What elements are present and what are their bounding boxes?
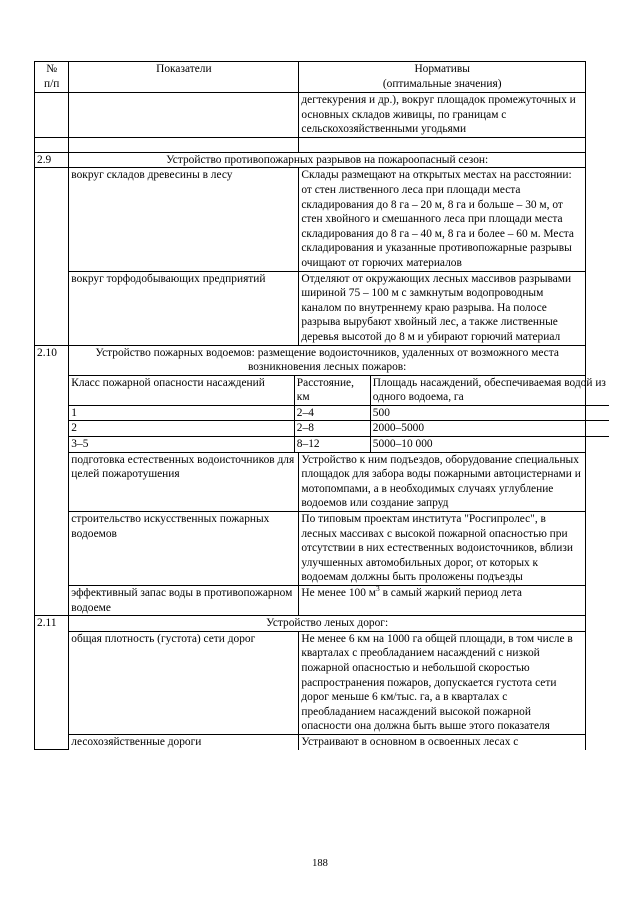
- section-row-2-10: [35, 345, 586, 375]
- table-gap-row: [35, 137, 586, 152]
- table-row: [35, 168, 586, 271]
- subtable-row: 2 2–8 2000–5000: [69, 421, 609, 437]
- subtable-row: [35, 375, 586, 452]
- subtable-row: 3–5 8–12 5000–10 000: [69, 437, 609, 452]
- row-text: Не менее 6 км на 1000 га общей площади, в том числе в кварталах с преобладанием насаждений с низкой пожарной опасностью и небольшой скоростью распространения пожаров, допускается густота сети дорог меньше 6 км/тыс. га, а в кварталах с преобладанием насаждений высокой пожарной опасности она должна быть выше этого показателя: [299, 631, 586, 734]
- row-label: подготовка естественных водоисточников для целей пожаротушения: [69, 452, 299, 511]
- row-label: эффективный запас воды в противопожарном водоеме: [69, 586, 299, 616]
- subtable-row: 1 2–4 500: [69, 405, 609, 421]
- continued-text: дегтекурения и др.), вокруг площадок промежуточных и основных складов живицы, по границам с сельскохозяйственными угодьями: [299, 93, 586, 138]
- row-text: Отделяют от окружающих лесных массивов разрывами шириной 75 – 100 м с замкнутым водопроводным каналом по внутреннему краю разрыва. На полосе разрыва вырубают хвойный лес, а также лиственные деревья высотой до 8 м и убирают горючий материал: [299, 271, 586, 345]
- table-row-continued: [35, 93, 586, 138]
- table-row: [35, 734, 586, 749]
- subheader-class: Класс пожарной опасности насаждений: [69, 376, 294, 406]
- header-norms: Нормативы (оптимальные значения): [299, 62, 586, 93]
- table-row: [35, 452, 586, 511]
- row-label: вокруг складов древесины в лесу: [69, 168, 299, 271]
- section-row-2-9: [35, 152, 586, 168]
- row-label: общая плотность (густота) сети дорог: [69, 631, 299, 734]
- section-num: 2.11: [35, 616, 69, 750]
- water-distance-subtable: [69, 376, 609, 452]
- row-label: строительство искусственных пожарных водоемов: [69, 512, 299, 586]
- table-row: [35, 631, 586, 734]
- row-text: По типовым проектам института "Росгипролес", в лесных массивах с высокой пожарной опасностью при отсутствии в них естественных водоисточников, вблизи улучшенных автомобильных дорог, от которых к водоемам должны быть проложены подъезды: [299, 512, 586, 586]
- section-title: Устройство пожарных водоемов: размещение водоисточников, удаленных от возможного места возникновения лесных пожаров:: [69, 345, 586, 375]
- subheader-area: Площадь насаждений, обеспечиваемая водой из одного водоема, га: [370, 376, 609, 406]
- table-row: [35, 586, 586, 616]
- subheader-distance: Расстояние, км: [294, 376, 370, 406]
- row-text: Не менее 100 $м^3$ в самый жаркий период лета: [299, 586, 586, 616]
- section-title: Устройство противопожарных разрывов на пожароопасный сезон:: [69, 152, 586, 168]
- page-number: 188: [312, 858, 328, 869]
- row-text: Склады размещают на открытых местах на расстоянии: от стен лиственного леса при площади места складирования до 8 га – 20 м, 8 га и больше – 30 м, от стен хвойного и смешанного леса при площади места складирования до 8 га – 40 м, 8 га и более – 60 м. Места складирования и указанные противопожарные разрывы очищают от горючих материалов: [299, 168, 586, 271]
- subtable-header: [69, 376, 609, 406]
- section-num: 2.9: [35, 152, 69, 168]
- table-row: [35, 512, 586, 586]
- section-row-2-11: [35, 616, 586, 632]
- row-text: Устраивают в основном в освоенных лесах с: [299, 734, 586, 749]
- table-row: [35, 271, 586, 345]
- row-label: лесохозяйственные дороги: [69, 734, 299, 749]
- section-title: Устройство леных дорог:: [69, 616, 586, 632]
- header-indicators: Показатели: [69, 62, 299, 93]
- header-num: № п/п: [35, 62, 69, 93]
- norms-table: [34, 61, 606, 750]
- table-header-row: [35, 62, 586, 93]
- row-label: вокруг торфодобывающих предприятий: [69, 271, 299, 345]
- section-num: 2.10: [35, 345, 69, 616]
- row-text: Устройство к ним подъездов, оборудование специальных площадок для забора воды пожарными автоцистернами и мотопомпами, а в необходимых случаях углубление водоемов или создание запруд: [299, 452, 586, 511]
